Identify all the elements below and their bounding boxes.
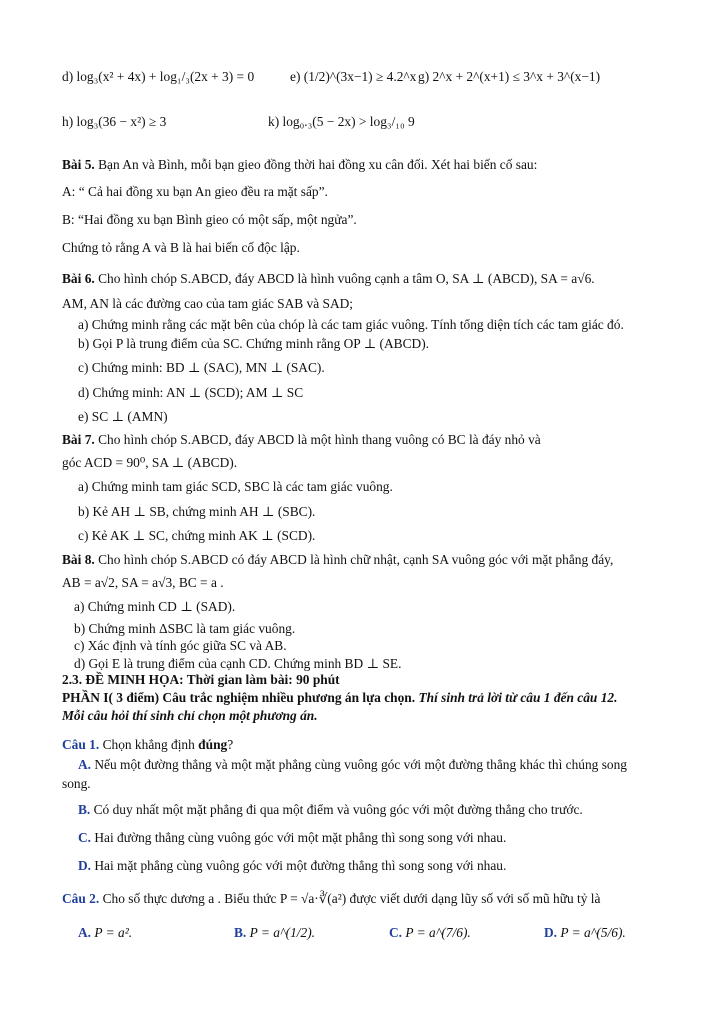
bai7-a: a) Chứng minh tam giác SCD, SBC là các tam giác vuông. [78, 479, 393, 494]
cau1-b-label: B. [78, 802, 91, 817]
ex4-e: e) (1/2)^(3x−1) ≥ 4.2^x [290, 69, 417, 84]
bai5-conclusion: Chứng tỏ rằng A và B là hai biến cố độc lập. [62, 240, 300, 255]
cau2-option-c [389, 924, 471, 941]
bai6-b: b) Gọi P là trung điểm của SC. Chứng minh rằng OP ⊥ (ABCD). [78, 336, 429, 351]
ex4-h: h) log₃(36 − x²) ≥ 3 [62, 114, 167, 129]
section-heading: 2.3. ĐỀ MINH HỌA: Thời gian làm bài: 90 phút [62, 672, 340, 687]
cau2-b-label: B. [234, 925, 247, 940]
bai7-text1: Cho hình chóp S.ABCD, đáy ABCD là một hình thang vuông có BC là đáy nhỏ và [98, 432, 541, 447]
cau1-d-text: Hai mặt phẳng cùng vuông góc với một đường thẳng thì song song với nhau. [91, 858, 507, 873]
bai7-b: b) Kẻ AH ⊥ SB, chứng minh AH ⊥ (SBC). [78, 504, 316, 519]
cau2-a-text: P = a². [94, 925, 133, 940]
cau1-b-text: Có duy nhất một mặt phẳng đi qua một điểm và vuông góc với một đường thẳng cho trước. [90, 802, 583, 817]
ex4-d: d) log₃(x² + 4x) + log₁/₃(2x + 3) = 0 [62, 69, 255, 84]
bai6-text1: Cho hình chóp S.ABCD, đáy ABCD là hình vuông cạnh a tâm O, SA ⊥ (ABCD), SA = a√6. [98, 271, 595, 286]
part-line2: Mỗi câu hỏi thí sinh chỉ chọn một phương án. [62, 708, 318, 723]
cau1-option-c [78, 829, 506, 846]
bai7-c: c) Kẻ AK ⊥ SC, chứng minh AK ⊥ (SCD). [78, 528, 316, 543]
bai8-a: a) Chứng minh CD ⊥ (SAD). [74, 599, 236, 614]
cau2-d-label: D. [544, 925, 558, 940]
cau2-c-label: C. [389, 925, 403, 940]
cau2-d-text: P = a^(5/6). [560, 925, 626, 940]
cau2-label: Câu 2. [62, 891, 100, 906]
bai7-line1 [62, 431, 541, 448]
bai5-event-a: A: “ Cả hai đồng xu bạn An gieo đều ra mặt sấp”. [62, 184, 328, 199]
cau1-q-bold: đúng [198, 737, 228, 752]
cau1-a-label: A. [78, 757, 92, 772]
bai6-line1 [62, 270, 595, 287]
part-title: PHẦN I( 3 điểm) Câu trắc nghiệm nhiều phương án lựa chọn. [62, 690, 416, 705]
cau1-a-text: Nếu một đường thẳng và một mặt phẳng cùng vuông góc với một đường thẳng khác thì chúng song [91, 757, 628, 772]
cau1-option-a-cont: song. [62, 776, 91, 791]
cau2-option-b [234, 924, 315, 941]
bai6-d: d) Chứng minh: AN ⊥ (SCD); AM ⊥ SC [78, 385, 304, 400]
bai8-d: d) Gọi E là trung điểm của cạnh CD. Chứng minh BD ⊥ SE. [74, 656, 402, 671]
cau2-option-a [78, 924, 132, 941]
cau2-question [62, 890, 600, 907]
bai7-line2: góc ACD = 90⁰, SA ⊥ (ABCD). [62, 455, 238, 470]
cau2-a-label: A. [78, 925, 92, 940]
bai6-a: a) Chứng minh rằng các mặt bên của chóp là các tam giác vuông. Tính tổng diện tích các tam giác đó. [78, 317, 624, 332]
cau1-question [62, 736, 233, 753]
bai6-label: Bài 6. [62, 271, 95, 286]
cau1-d-label: D. [78, 858, 92, 873]
bai8-b: b) Chứng minh ΔSBC là tam giác vuông. [74, 621, 296, 636]
bai5-line [62, 156, 537, 173]
cau1-q-post: ? [227, 737, 234, 752]
bai8-line2: AB = a√2, SA = a√3, BC = a . [62, 575, 224, 590]
cau2-b-text: P = a^(1/2). [249, 925, 316, 940]
bai6-e: e) SC ⊥ (AMN) [78, 409, 168, 424]
bai8-label: Bài 8. [62, 552, 95, 567]
cau1-label: Câu 1. [62, 737, 100, 752]
cau2-option-d [544, 924, 626, 941]
cau2-c-text: P = a^(7/6). [405, 925, 471, 940]
part-instruction: Thí sinh trả lời từ câu 1 đến câu 12. [415, 690, 618, 705]
bai6-c: c) Chứng minh: BD ⊥ (SAC), MN ⊥ (SAC). [78, 360, 325, 375]
bai8-text1: Cho hình chóp S.ABCD có đáy ABCD là hình chữ nhật, cạnh SA vuông góc với mặt phẳng đáy, [98, 552, 614, 567]
cau1-c-label: C. [78, 830, 92, 845]
bai5-text: Bạn An và Bình, mỗi bạn gieo đồng thời hai đồng xu cân đối. Xét hai biến cố sau: [98, 157, 538, 172]
cau1-option-a [78, 756, 627, 773]
part-line1 [62, 689, 617, 706]
ex4-k: k) log₀.₃(5 − 2x) > log₃/₁₀ 9 [268, 114, 415, 129]
ex4-g: g) 2^x + 2^(x+1) ≤ 3^x + 3^(x−1) [418, 69, 601, 84]
bai5-event-b: B: “Hai đồng xu bạn Bình gieo có một sấp, một ngửa”. [62, 212, 357, 227]
cau1-q-pre: Chọn khẳng định [99, 737, 199, 752]
cau1-c-text: Hai đường thẳng cùng vuông góc với một mặt phẳng thì song song với nhau. [91, 830, 507, 845]
bai6-line2: AM, AN là các đường cao của tam giác SAB và SAD; [62, 296, 354, 311]
cau1-option-d [78, 857, 506, 874]
bai5-label: Bài 5. [62, 157, 95, 172]
bai8-line1 [62, 551, 613, 568]
bai7-label: Bài 7. [62, 432, 95, 447]
cau2-q-text: Cho số thực dương a . Biểu thức P = √a·∛(a²) được viết dưới dạng lũy số với số mũ hữu tỷ là [99, 891, 601, 906]
cau1-option-b [78, 801, 583, 818]
bai8-c: c) Xác định và tính góc giữa SC và AB. [74, 638, 287, 653]
